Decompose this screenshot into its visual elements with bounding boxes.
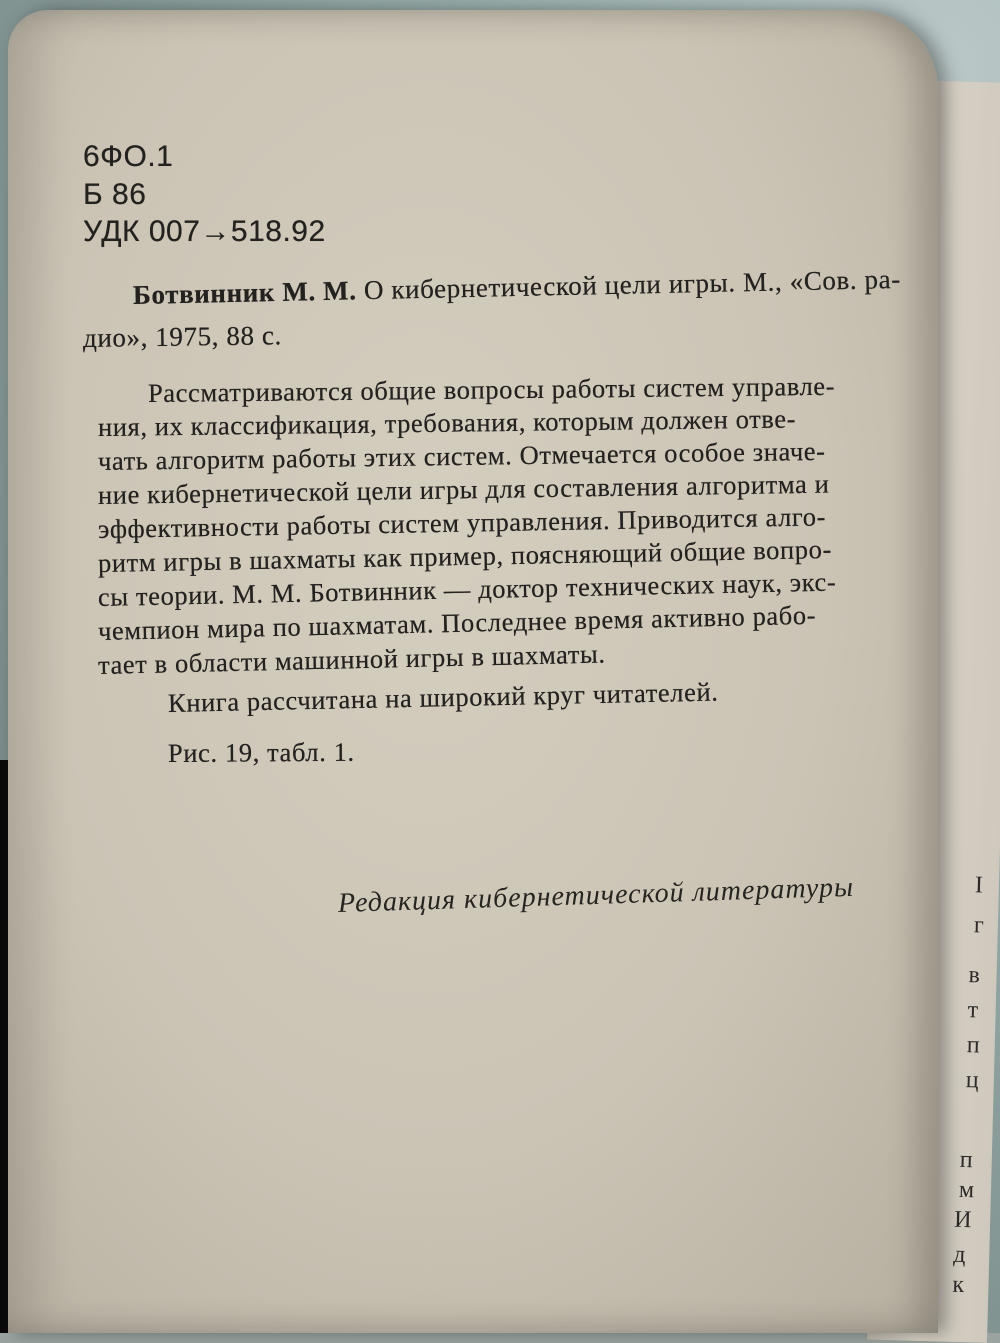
abstract-line: сы теории. М. М. Ботвинник — доктор технических наук, экс-	[97, 566, 837, 612]
next-page-fragment: И	[953, 1206, 973, 1234]
citation-line-2: дио», 1975, 88 с.	[82, 320, 283, 353]
editorial-imprint: Редакция кибернетической литературы	[337, 871, 855, 919]
udc-code: УДК 007→518.92	[83, 215, 326, 248]
abstract-line: чать алгоритм работы этих систем. Отмечается особое значе-	[97, 435, 826, 476]
citation-author: Ботвинник М. М.	[132, 275, 357, 310]
next-page-fragment: к	[952, 1271, 966, 1299]
author-mark: Б 86	[83, 178, 147, 211]
abstract-line: ритм игры в шахматы как пример, поясняющий общие вопро-	[97, 533, 833, 578]
next-page-fragment: д	[952, 1241, 967, 1269]
next-page-fragment: п	[966, 1032, 981, 1059]
book-page	[8, 10, 938, 1333]
abstract-line: чемпион мира по шахматам. Последнее время активно рабо-	[97, 599, 817, 646]
abstract-line: тает в области машинной игры в шахматы.	[97, 638, 606, 680]
next-page-fragment: в	[968, 962, 982, 989]
abstract-line: Рассматриваются общие вопросы работы систем управле-	[147, 370, 836, 408]
citation-title: О кибернетической цели игры. М., «Сов. ра-	[363, 263, 902, 306]
audience-note: Книга рассчитана на широкий круг читателей.	[167, 676, 719, 718]
next-page-fragment: ц	[965, 1067, 981, 1094]
abstract-line: эффективности работы систем управления. Приводится алго-	[97, 501, 827, 544]
abstract-line: ние кибернетической цели игры для составления алгоритма и	[97, 468, 830, 510]
abstract-line: ния, их классификация, требования, которым должен отве-	[97, 403, 797, 442]
next-page-fragment: г	[973, 912, 986, 939]
next-page-fragment: I	[974, 872, 985, 899]
next-page-fragment: т	[967, 997, 980, 1024]
classification-code: 6ФО.1	[83, 140, 174, 173]
next-page-fragment: м	[958, 1176, 976, 1204]
next-page-fragment: п	[959, 1146, 974, 1174]
figures-count: Рис. 19, табл. 1.	[167, 736, 355, 768]
citation-line-1	[133, 264, 901, 311]
